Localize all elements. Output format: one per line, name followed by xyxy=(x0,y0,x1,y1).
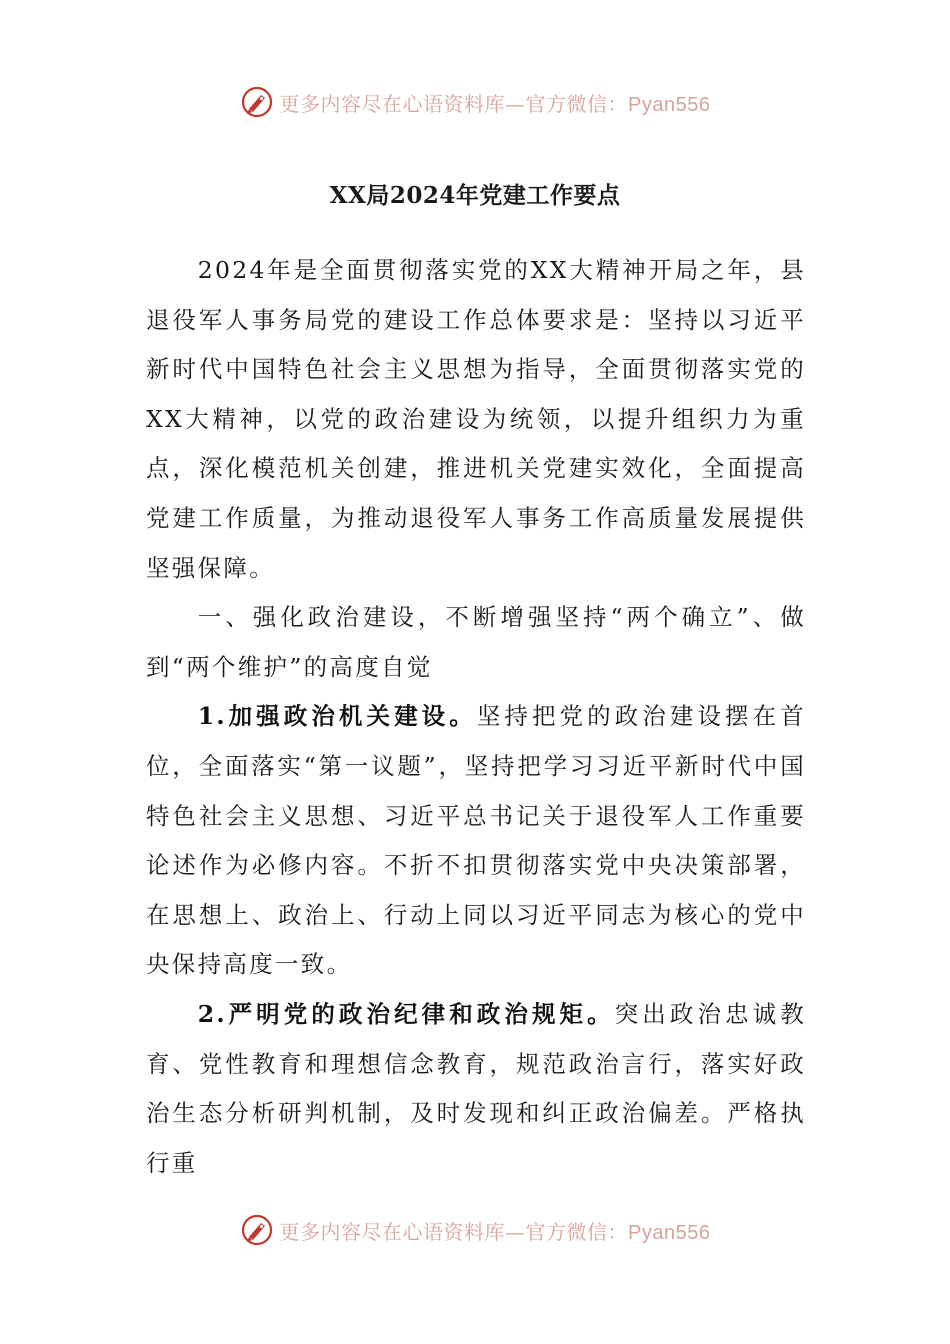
document-title: XX局2024年党建工作要点 xyxy=(329,182,621,209)
watermark-text: 更多内容尽在心语资料库—官方微信：Pyan556 xyxy=(279,91,711,116)
document-body xyxy=(146,246,806,1188)
watermark-banner-bottom xyxy=(0,1210,950,1250)
item-lead: 1.加强政治机关建设。 xyxy=(197,702,477,731)
watermark-banner-top xyxy=(0,82,950,122)
item-lead: 2.严明党的政治纪律和政治规矩。 xyxy=(197,999,615,1028)
item-paragraph xyxy=(146,990,806,1188)
pen-nib-logo-icon xyxy=(240,1213,274,1247)
watermark-text: 更多内容尽在心语资料库—官方微信：Pyan556 xyxy=(279,1219,711,1244)
item-paragraph xyxy=(146,692,806,990)
intro-paragraph: 2024年是全面贯彻落实党的XX大精神开局之年，县退役军人事务局党的建设工作总体要求是：坚持以习近平新时代中国特色社会主义思想为指导，全面贯彻落实党的XX大精神，以党的政治建设为统领，以提升组织力为重点，深化模范机关创建，推进机关党建实效化，全面提高党建工作质量，为推动退役军人事务工作高质量发展提供坚强保障。 xyxy=(146,256,806,582)
item-body: 突出政治忠诚教育、党性教育和理想信念教育，规范政治言行，落实好政治生态分析研判机制，及时发现和纠正政治偏差。严格执行重 xyxy=(146,999,806,1177)
section-heading: 一、强化政治建设，不断增强坚持“两个确立”、做到“两个维护”的高度自觉 xyxy=(146,603,806,681)
pen-nib-logo-icon xyxy=(240,85,274,119)
item-body: 坚持把党的政治建设摆在首位，全面落实“第一议题”，坚持把学习习近平新时代中国特色社会主义思想、习近平总书记关于退役军人工作重要论述作为必修内容。不折不扣贯彻落实党中央决策部署，在思想上、政治上、行动上同以习近平同志为核心的党中央保持高度一致。 xyxy=(146,702,806,979)
